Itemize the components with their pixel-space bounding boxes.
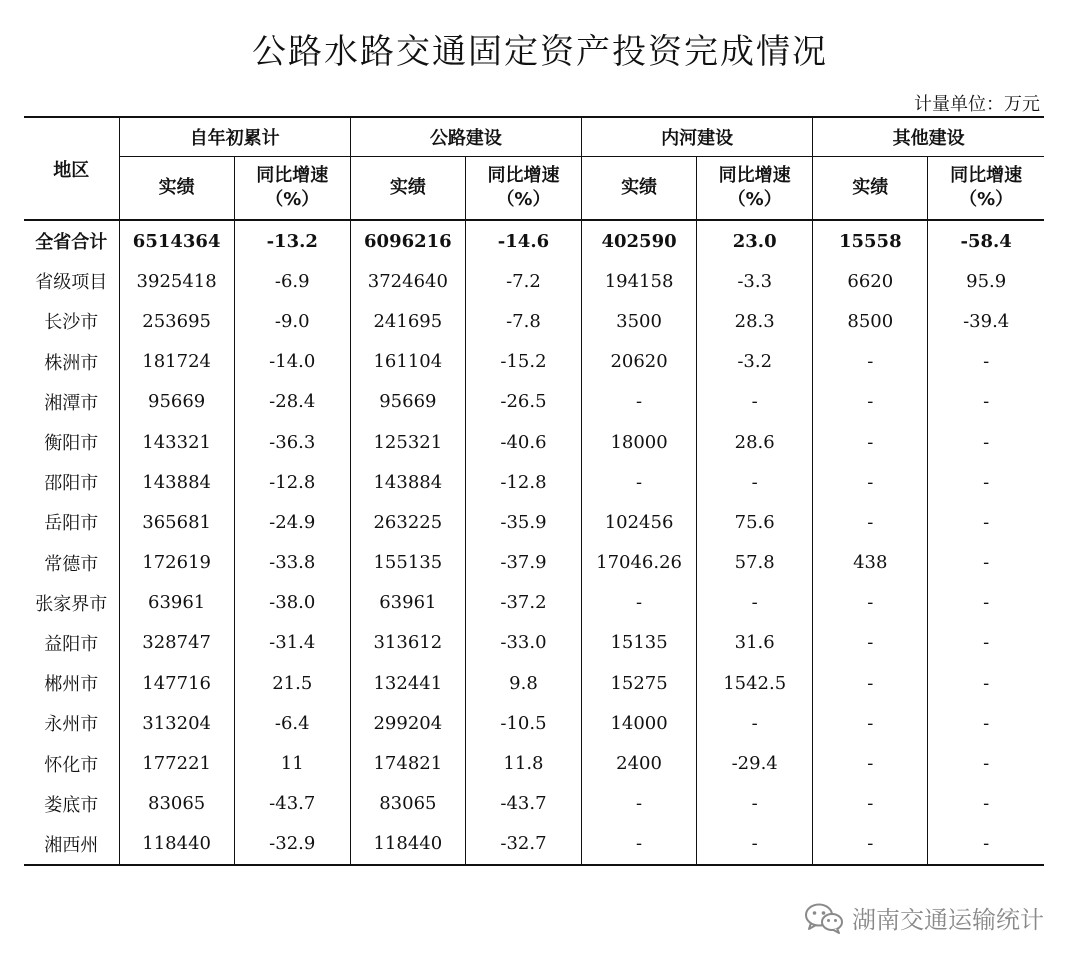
growth-value-cell: 75.6 (697, 502, 813, 542)
actual-value-cell: 402590 (582, 220, 697, 261)
actual-value-cell: 83065 (350, 784, 465, 824)
growth-value-cell: - (928, 583, 1044, 623)
actual-value-cell: - (813, 583, 928, 623)
region-cell: 益阳市 (44, 633, 99, 655)
actual-value-cell: 155135 (350, 543, 465, 583)
growth-value-cell: -29.4 (697, 743, 813, 783)
growth-value-cell: - (697, 382, 813, 422)
growth-value-cell: - (928, 743, 1044, 783)
actual-value-cell: - (813, 623, 928, 663)
actual-value-cell: 161104 (350, 342, 465, 382)
growth-value-cell: -36.3 (234, 422, 350, 462)
growth-value-cell: - (697, 824, 813, 865)
growth-value-cell: - (697, 703, 813, 743)
table-row (24, 422, 1044, 462)
actual-value-cell: 174821 (350, 743, 465, 783)
actual-value-cell: 3724640 (350, 261, 465, 301)
growth-value-cell: -12.8 (234, 462, 350, 502)
table-row (24, 824, 1044, 865)
growth-value-cell: -13.2 (234, 220, 350, 261)
actual-value-cell: - (582, 382, 697, 422)
growth-value-cell: 21.5 (234, 663, 350, 703)
growth-value-cell: -15.2 (465, 342, 581, 382)
table-row (24, 301, 1044, 341)
growth-value-cell: - (928, 462, 1044, 502)
growth-value-cell: -43.7 (465, 784, 581, 824)
growth-value-cell: -58.4 (928, 220, 1044, 261)
growth-value-cell: -37.2 (465, 583, 581, 623)
watermark (804, 900, 1044, 935)
region-cell: 省级项目 (35, 272, 108, 294)
growth-header: 同比增速 （%） (234, 157, 350, 221)
actual-value-cell: 6620 (813, 261, 928, 301)
actual-value-cell: 17046.26 (582, 543, 697, 583)
growth-header: 同比增速 （%） (465, 157, 581, 221)
growth-value-cell: - (928, 342, 1044, 382)
table-row (24, 342, 1044, 382)
actual-value-cell: 63961 (119, 583, 234, 623)
actual-header: 实绩 (350, 157, 465, 221)
actual-value-cell: - (813, 663, 928, 703)
growth-value-cell: -28.4 (234, 382, 350, 422)
growth-value-cell: 11 (234, 743, 350, 783)
actual-value-cell: 95669 (350, 382, 465, 422)
growth-value-cell: -33.0 (465, 623, 581, 663)
actual-value-cell: 15275 (582, 663, 697, 703)
actual-value-cell: - (813, 422, 928, 462)
actual-value-cell: 95669 (119, 382, 234, 422)
actual-value-cell: 263225 (350, 502, 465, 542)
actual-value-cell: 299204 (350, 703, 465, 743)
table-row (24, 743, 1044, 783)
actual-value-cell: 253695 (119, 301, 234, 341)
actual-value-cell: - (582, 784, 697, 824)
actual-value-cell: - (582, 824, 697, 865)
actual-value-cell: 6514364 (119, 220, 234, 261)
actual-value-cell: 438 (813, 543, 928, 583)
region-cell: 邵阳市 (44, 473, 99, 495)
growth-value-cell: - (697, 784, 813, 824)
region-cell: 湘潭市 (44, 392, 99, 414)
actual-value-cell: 241695 (350, 301, 465, 341)
growth-value-cell: 28.3 (697, 301, 813, 341)
actual-value-cell: 181724 (119, 342, 234, 382)
growth-value-cell: -12.8 (465, 462, 581, 502)
group-header-inland-river: 内河建设 (582, 117, 813, 157)
growth-value-cell: -32.9 (234, 824, 350, 865)
actual-value-cell: 3500 (582, 301, 697, 341)
actual-value-cell: 143884 (350, 462, 465, 502)
actual-header: 实绩 (813, 157, 928, 221)
growth-value-cell: - (928, 382, 1044, 422)
table-row (24, 462, 1044, 502)
actual-value-cell: 132441 (350, 663, 465, 703)
growth-value-cell: - (928, 502, 1044, 542)
actual-header: 实绩 (119, 157, 234, 221)
table-row (24, 382, 1044, 422)
growth-value-cell: -35.9 (465, 502, 581, 542)
growth-value-cell: -3.3 (697, 261, 813, 301)
group-header-highway: 公路建设 (350, 117, 581, 157)
region-cell: 郴州市 (44, 674, 99, 696)
actual-value-cell: 20620 (582, 342, 697, 382)
actual-value-cell: 125321 (350, 422, 465, 462)
region-cell: 张家界市 (35, 593, 108, 615)
actual-value-cell: - (813, 824, 928, 865)
table-row (24, 220, 1044, 261)
actual-value-cell: 147716 (119, 663, 234, 703)
actual-value-cell: 15135 (582, 623, 697, 663)
growth-value-cell: -24.9 (234, 502, 350, 542)
group-header-ytd: 自年初累计 (119, 117, 350, 157)
actual-value-cell: 14000 (582, 703, 697, 743)
watermark-text: 湖南交通运输统计 (852, 906, 1044, 934)
growth-value-cell: -39.4 (928, 301, 1044, 341)
growth-value-cell: -3.2 (697, 342, 813, 382)
actual-value-cell: 143884 (119, 462, 234, 502)
actual-value-cell: 194158 (582, 261, 697, 301)
table-body (24, 220, 1044, 865)
growth-value-cell: - (928, 543, 1044, 583)
actual-value-cell: 83065 (119, 784, 234, 824)
table-row (24, 703, 1044, 743)
actual-value-cell: - (813, 382, 928, 422)
unit-label: 计量单位：万元 (914, 94, 1040, 115)
region-cell: 娄底市 (44, 794, 99, 816)
growth-value-cell: 1542.5 (697, 663, 813, 703)
growth-value-cell: - (928, 422, 1044, 462)
actual-value-cell: - (813, 784, 928, 824)
actual-value-cell: 172619 (119, 543, 234, 583)
actual-value-cell: 2400 (582, 743, 697, 783)
growth-value-cell: -14.6 (465, 220, 581, 261)
growth-value-cell: -40.6 (465, 422, 581, 462)
growth-value-cell: 95.9 (928, 261, 1044, 301)
wechat-icon (804, 902, 844, 934)
region-cell: 长沙市 (44, 312, 99, 334)
table-row (24, 583, 1044, 623)
growth-value-cell: 31.6 (697, 623, 813, 663)
actual-value-cell: 313612 (350, 623, 465, 663)
group-header-other: 其他建设 (813, 117, 1044, 157)
actual-header: 实绩 (582, 157, 697, 221)
growth-value-cell: -38.0 (234, 583, 350, 623)
actual-value-cell: - (813, 342, 928, 382)
actual-value-cell: - (582, 583, 697, 623)
page-title: 公路水路交通固定资产投资完成情况 (252, 32, 828, 72)
growth-value-cell: 11.8 (465, 743, 581, 783)
actual-value-cell: 15558 (813, 220, 928, 261)
growth-value-cell: 57.8 (697, 543, 813, 583)
growth-value-cell: -32.7 (465, 824, 581, 865)
region-cell: 常德市 (44, 553, 99, 575)
growth-value-cell: - (928, 824, 1044, 865)
growth-value-cell: 9.8 (465, 663, 581, 703)
region-cell: 株洲市 (44, 352, 99, 374)
table-row (24, 543, 1044, 583)
actual-value-cell: - (813, 743, 928, 783)
actual-value-cell: 177221 (119, 743, 234, 783)
table-row (24, 502, 1044, 542)
growth-value-cell: -31.4 (234, 623, 350, 663)
actual-value-cell: 328747 (119, 623, 234, 663)
actual-value-cell: 63961 (350, 583, 465, 623)
actual-value-cell: - (813, 502, 928, 542)
growth-value-cell: -43.7 (234, 784, 350, 824)
actual-value-cell: - (582, 462, 697, 502)
growth-header: 同比增速 （%） (697, 157, 813, 221)
actual-value-cell: 6096216 (350, 220, 465, 261)
investment-table (24, 116, 1044, 866)
growth-value-cell: -33.8 (234, 543, 350, 583)
growth-value-cell: -26.5 (465, 382, 581, 422)
region-cell: 怀化市 (44, 754, 99, 776)
actual-value-cell: 365681 (119, 502, 234, 542)
growth-value-cell: - (928, 703, 1044, 743)
growth-value-cell: -9.0 (234, 301, 350, 341)
growth-value-cell: -7.2 (465, 261, 581, 301)
actual-value-cell: 143321 (119, 422, 234, 462)
actual-value-cell: 102456 (582, 502, 697, 542)
region-cell: 全省合计 (35, 232, 108, 254)
region-cell: 岳阳市 (44, 513, 99, 535)
region-cell: 湘西州 (24, 824, 119, 865)
table-row (24, 784, 1044, 824)
actual-value-cell: - (813, 462, 928, 502)
growth-value-cell: - (697, 462, 813, 502)
region-cell: 衡阳市 (44, 433, 99, 455)
growth-value-cell: -37.9 (465, 543, 581, 583)
table-row (24, 623, 1044, 663)
growth-value-cell: - (928, 663, 1044, 703)
table-row (24, 261, 1044, 301)
growth-value-cell: 23.0 (697, 220, 813, 261)
growth-value-cell: - (697, 583, 813, 623)
actual-value-cell: 3925418 (119, 261, 234, 301)
growth-value-cell: - (928, 784, 1044, 824)
growth-value-cell: -7.8 (465, 301, 581, 341)
growth-value-cell: 28.6 (697, 422, 813, 462)
growth-value-cell: -6.4 (234, 703, 350, 743)
growth-value-cell: -14.0 (234, 342, 350, 382)
actual-value-cell: 118440 (119, 824, 234, 865)
table-row (24, 663, 1044, 703)
actual-value-cell: 18000 (582, 422, 697, 462)
region-cell: 永州市 (44, 714, 99, 736)
actual-value-cell: 313204 (119, 703, 234, 743)
actual-value-cell: - (813, 703, 928, 743)
growth-value-cell: -6.9 (234, 261, 350, 301)
region-header: 地区 (53, 159, 90, 181)
growth-value-cell: -10.5 (465, 703, 581, 743)
actual-value-cell: 8500 (813, 301, 928, 341)
growth-value-cell: - (928, 623, 1044, 663)
actual-value-cell: 118440 (350, 824, 465, 865)
growth-header: 同比增速 （%） (928, 157, 1044, 221)
